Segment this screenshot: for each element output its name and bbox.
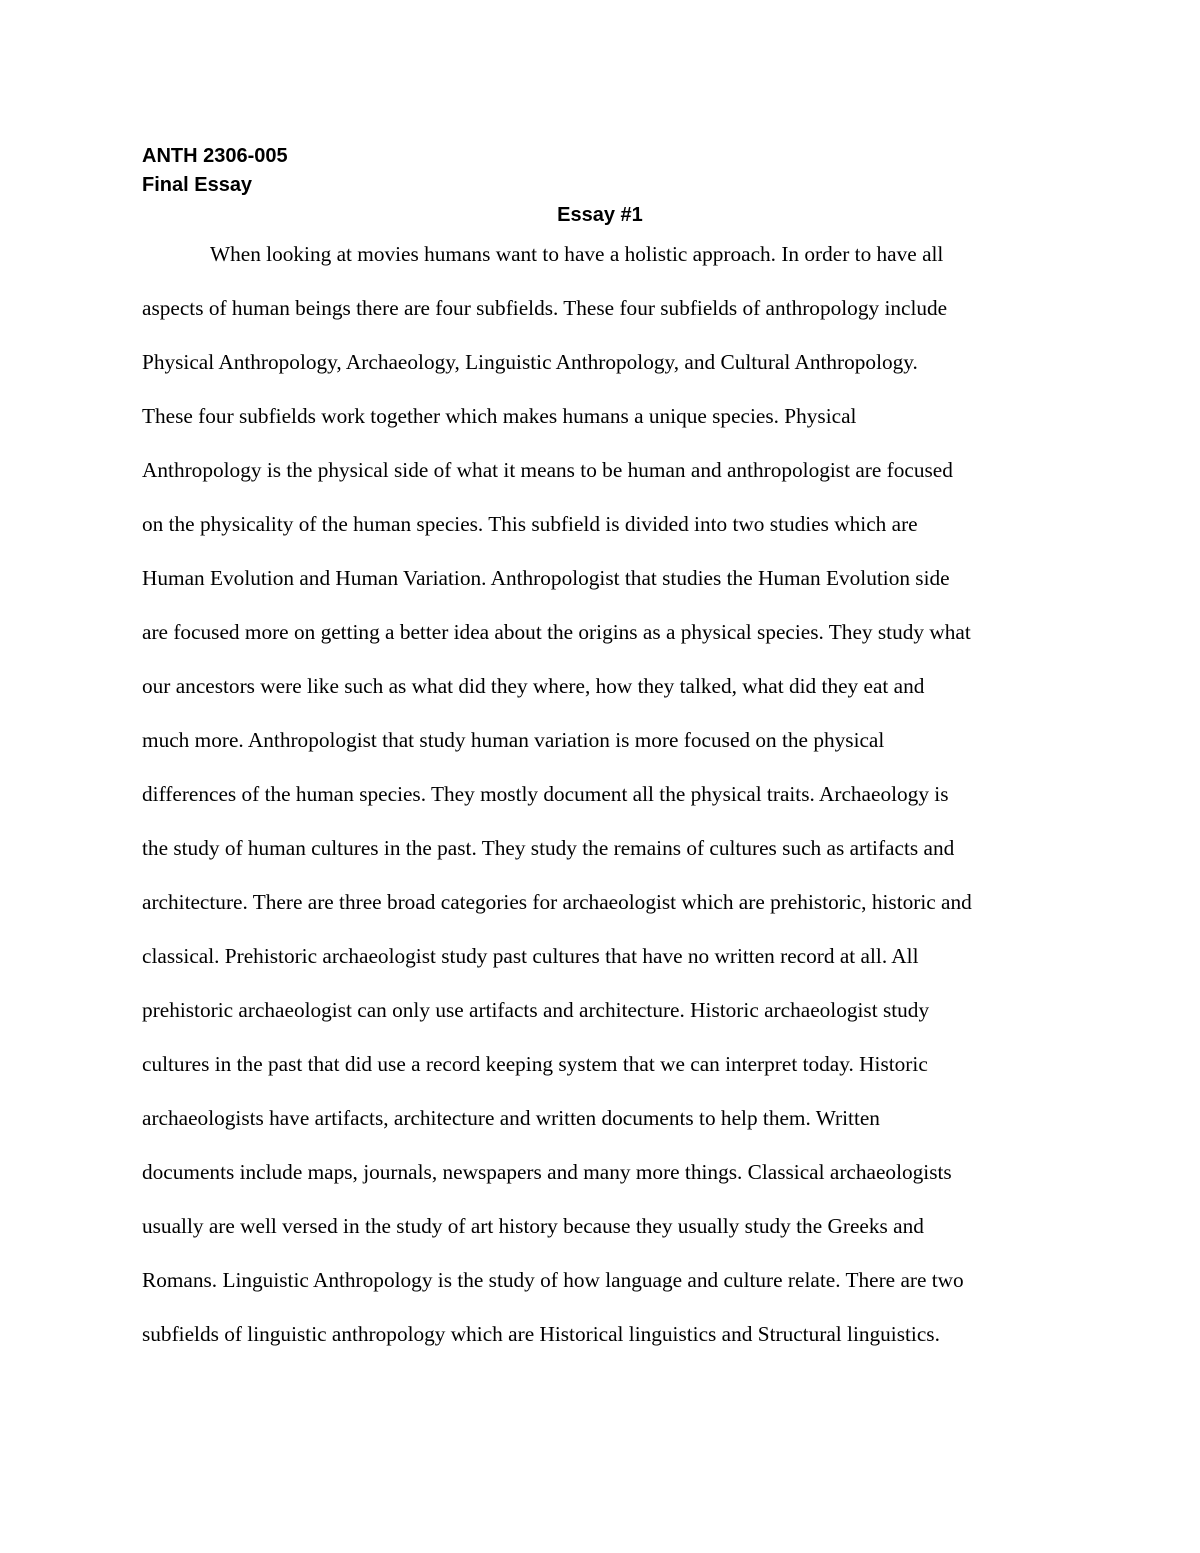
essay-title: Essay #1 xyxy=(557,204,643,226)
essay-line: documents include maps, journals, newspapers and many more things. Classical archaeologists xyxy=(142,1160,952,1184)
essay-line: usually are well versed in the study of art history because they usually study the Greeks and xyxy=(142,1214,924,1238)
essay-line: are focused more on getting a better idea about the origins as a physical species. They study what xyxy=(142,620,971,644)
essay-line: on the physicality of the human species. This subfield is divided into two studies which are xyxy=(142,512,918,536)
essay-line: our ancestors were like such as what did they where, how they talked, what did they eat and xyxy=(142,674,925,698)
essay-line: architecture. There are three broad categories for archaeologist which are prehistoric, historic and xyxy=(142,890,972,914)
course-code: ANTH 2306-005 xyxy=(142,145,288,167)
essay-line: These four subfields work together which makes humans a unique species. Physical xyxy=(142,404,857,428)
essay-line: prehistoric archaeologist can only use artifacts and architecture. Historic archaeologist study xyxy=(142,998,930,1022)
document-header xyxy=(142,142,288,200)
essay-line: archaeologists have artifacts, architecture and written documents to help them. Written xyxy=(142,1106,880,1130)
essay-line: aspects of human beings there are four subfields. These four subfields of anthropology include xyxy=(142,296,948,320)
assignment-name: Final Essay xyxy=(142,174,253,196)
essay-line: When looking at movies humans want to have a holistic approach. In order to have all xyxy=(210,242,944,266)
essay-line: subfields of linguistic anthropology which are Historical linguistics and Structural linguistics. xyxy=(142,1322,940,1346)
essay-line: Human Evolution and Human Variation. Anthropologist that studies the Human Evolution side xyxy=(142,566,950,590)
essay-line: Physical Anthropology, Archaeology, Linguistic Anthropology, and Cultural Anthropology. xyxy=(142,350,918,374)
essay-body xyxy=(142,227,1062,1361)
essay-line: cultures in the past that did use a record keeping system that we can interpret today. Historic xyxy=(142,1052,928,1076)
essay-line: differences of the human species. They mostly document all the physical traits. Archaeology is xyxy=(142,782,949,806)
essay-line: classical. Prehistoric archaeologist study past cultures that have no written record at all. All xyxy=(142,944,919,968)
essay-line: the study of human cultures in the past. They study the remains of cultures such as artifacts and xyxy=(142,836,955,860)
essay-line: Anthropology is the physical side of what it means to be human and anthropologist are focused xyxy=(142,458,953,482)
essay-line: much more. Anthropologist that study human variation is more focused on the physical xyxy=(142,728,885,752)
essay-line: Romans. Linguistic Anthropology is the study of how language and culture relate. There are two xyxy=(142,1268,964,1292)
